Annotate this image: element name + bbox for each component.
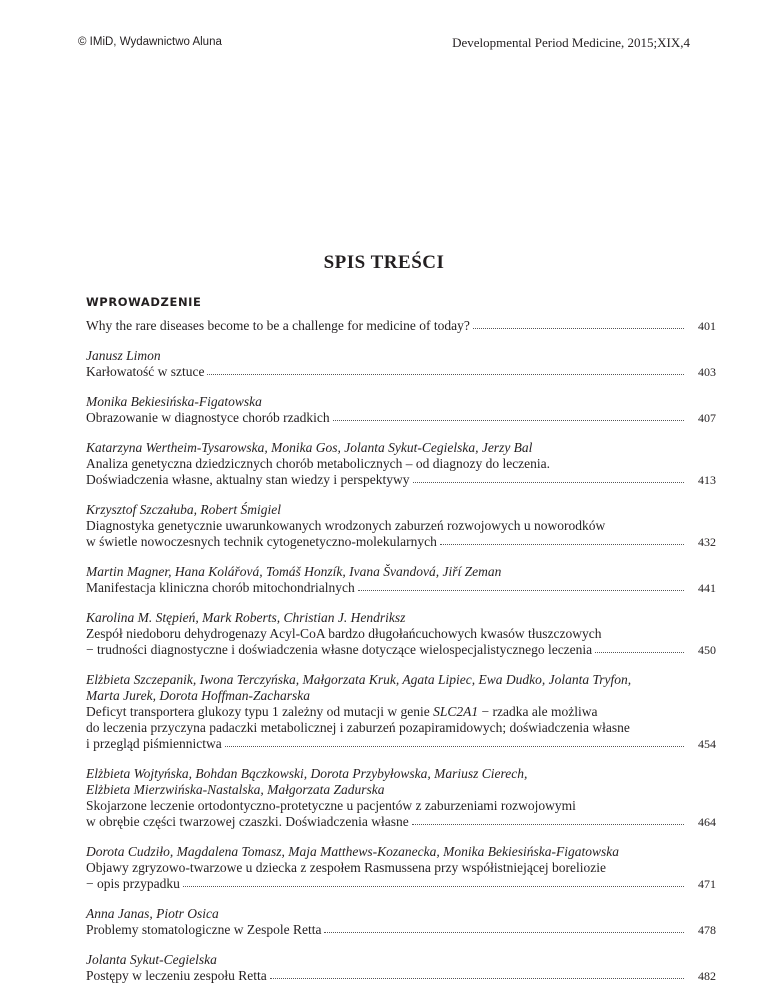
toc-entry[interactable] <box>86 318 716 334</box>
entry-title: Doświadczenia własne, aktualny stan wiedzy i perspektywy <box>86 472 410 487</box>
toc-entry[interactable] <box>86 766 716 830</box>
entry-authors: Karolina M. Stępień, Mark Roberts, Christian J. Hendriksz <box>86 610 406 625</box>
entry-title: − trudności diagnostyczne i doświadczenia własne dotyczące wielospecjalistycznego leczenia <box>86 642 593 657</box>
gene-symbol: SLC2A1 <box>433 704 479 719</box>
page-number: 413 <box>698 473 716 487</box>
toc-entry[interactable] <box>86 844 716 892</box>
dot-leader <box>440 534 684 545</box>
entry-authors-line2: Marta Jurek, Dorota Hoffman-Zacharska <box>86 688 310 703</box>
entry-authors: Elżbieta Wojtyńska, Bohdan Bączkowski, Dorota Przybyłowska, Mariusz Cierech, <box>86 766 528 781</box>
entry-authors: Jolanta Sykut-Cegielska <box>86 952 217 967</box>
dot-leader <box>183 876 684 887</box>
entry-title-line: Objawy zgryzowo-twarzowe u dziecka z zespołem Rasmussena przy współistniejącej boreliozie <box>86 860 606 875</box>
entry-title-line: Analiza genetyczna dziedzicznych chorób metabolicznych – od diagnozy do leczenia. <box>86 456 551 471</box>
entry-authors: Katarzyna Wertheim-Tysarowska, Monika Gos, Jolanta Sykut-Cegielska, Jerzy Bal <box>86 440 533 455</box>
entry-authors: Janusz Limon <box>86 348 161 363</box>
entry-authors: Martin Magner, Hana Kolářová, Tomáš Honzík, Ivana Švandová, Jiří Zeman <box>86 564 502 579</box>
entry-title-line: do leczenia przyczyna padaczki metabolicznej i zaburzeń pozapiramidowych; doświadczenia własne <box>86 720 630 735</box>
dot-leader <box>473 318 684 329</box>
page-number: 464 <box>698 815 716 829</box>
journal-header: Developmental Period Medicine, 2015;XIX,4 <box>452 35 690 50</box>
dot-leader <box>595 642 684 653</box>
entry-title-line: Zespół niedoboru dehydrogenazy Acyl-CoA bardzo długołańcuchowych kwasów tłuszczowych <box>86 626 602 641</box>
dot-leader <box>358 580 684 591</box>
page-number: 478 <box>698 923 716 937</box>
dot-leader <box>412 814 684 825</box>
page-number: 401 <box>698 319 716 333</box>
toc-entry[interactable] <box>86 672 716 752</box>
entry-title: Manifestacja kliniczna chorób mitochondrialnych <box>86 580 355 595</box>
dot-leader <box>270 968 684 979</box>
toc-entry[interactable] <box>86 348 716 380</box>
toc-entry[interactable] <box>86 440 716 488</box>
entry-title: Postępy w leczeniu zespołu Retta <box>86 968 267 983</box>
entry-authors: Monika Bekiesińska-Figatowska <box>86 394 262 409</box>
entry-authors: Anna Janas, Piotr Osica <box>86 906 219 921</box>
dot-leader <box>207 364 684 375</box>
entry-title-line: Diagnostyka genetycznie uwarunkowanych wrodzonych zaburzeń rozwojowych u noworodków <box>86 518 606 533</box>
dot-leader <box>413 472 684 483</box>
page-title: SPIS TREŚCI <box>323 252 445 273</box>
section-heading: WPROWADZENIE <box>86 295 202 309</box>
toc-entry[interactable] <box>86 952 716 984</box>
entry-title: Karłowatość w sztuce <box>86 364 205 379</box>
entry-title: i przegląd piśmiennictwa <box>86 736 222 751</box>
toc-entry[interactable] <box>86 394 716 426</box>
page-number: 432 <box>698 535 716 549</box>
page-number: 403 <box>698 365 716 379</box>
entry-authors-line2: Elżbieta Mierzwińska-Nastalska, Małgorzata Zadurska <box>86 782 385 797</box>
entry-title-line: Deficyt transportera glukozy typu 1 zależny od mutacji w genie SLC2A1 − rzadka ale możliwa <box>86 704 598 719</box>
entry-authors: Krzysztof Szczałuba, Robert Śmigiel <box>86 502 281 517</box>
toc-entry[interactable] <box>86 564 716 596</box>
dot-leader <box>324 922 684 933</box>
toc-entry[interactable] <box>86 906 716 938</box>
entry-title: − opis przypadku <box>86 876 180 891</box>
page-number: 450 <box>698 643 716 657</box>
page-number: 482 <box>698 969 716 983</box>
dot-leader <box>333 410 684 421</box>
table-of-contents <box>86 318 716 998</box>
publisher-header: © IMiD, Wydawnictwo Aluna <box>78 36 222 48</box>
entry-title: Why the rare diseases become to be a challenge for medicine of today? <box>86 318 470 333</box>
dot-leader <box>225 736 684 747</box>
page-number: 407 <box>698 411 716 425</box>
entry-title: w świetle nowoczesnych technik cytogenetyczno-molekularnych <box>86 534 437 549</box>
toc-entry[interactable] <box>86 610 716 658</box>
entry-title: Obrazowanie w diagnostyce chorób rzadkich <box>86 410 330 425</box>
entry-authors: Elżbieta Szczepanik, Iwona Terczyńska, Małgorzata Kruk, Agata Lipiec, Ewa Dudko, Jolanta Tryfon, <box>86 672 632 687</box>
page-number: 454 <box>698 737 716 751</box>
entry-authors: Dorota Cudziło, Magdalena Tomasz, Maja Matthews-Kozanecka, Monika Bekiesińska-Figatowska <box>86 844 619 859</box>
page-number: 441 <box>698 581 716 595</box>
entry-title: Problemy stomatologiczne w Zespole Retta <box>86 922 322 937</box>
entry-title-line: Skojarzone leczenie ortodontyczno-protetyczne u pacjentów z zaburzeniami rozwojowymi <box>86 798 576 813</box>
toc-entry[interactable] <box>86 502 716 550</box>
entry-title: w obrębie części twarzowej czaszki. Doświadczenia własne <box>86 814 409 829</box>
page-number: 471 <box>698 877 716 891</box>
